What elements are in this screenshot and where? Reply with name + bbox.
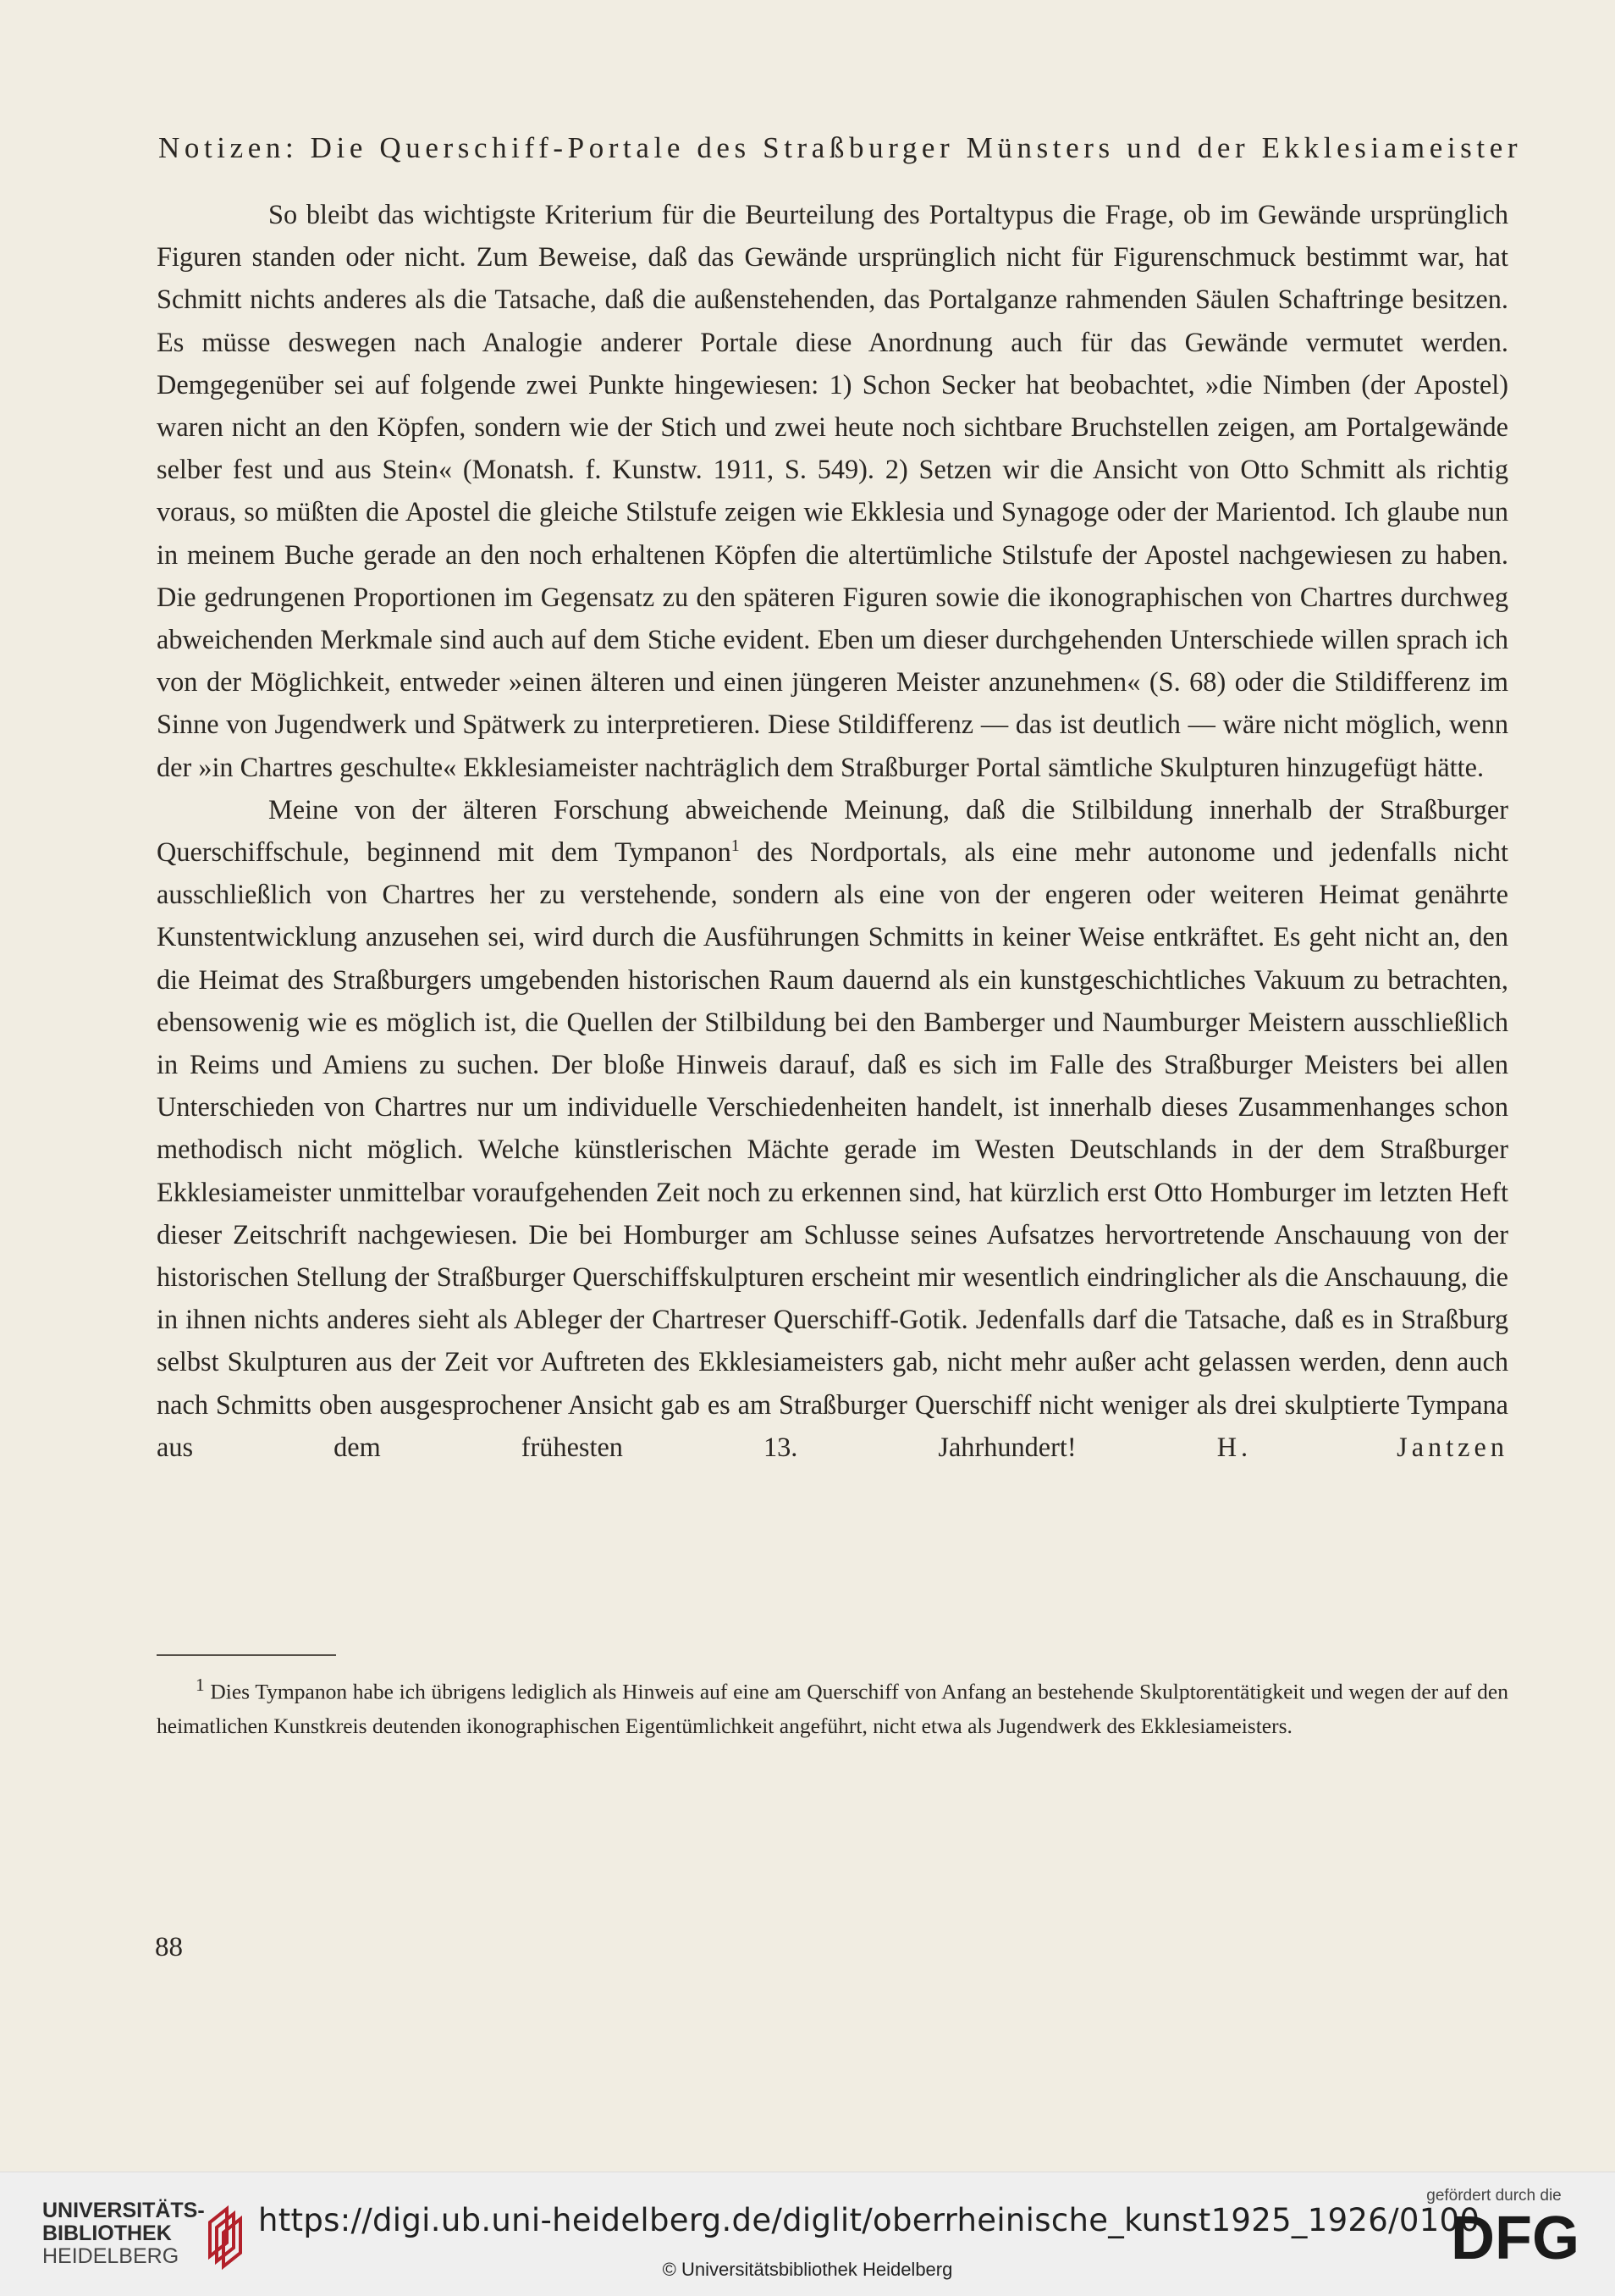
footnote-text: Dies Tympanon habe ich übrigens lediglich als Hinweis auf eine am Querschiff von Anfang an bestehende Skulptorentätigkeit und wegen der auf den heimatlichen Kunstkreis deutenden ikonographischen Eigentümlichkeit angeführt, nicht etwa als Jugendwerk des Ekklesiameisters. (157, 1679, 1508, 1738)
copyright-notice: © Universitätsbibliothek Heidelberg (662, 2259, 953, 2280)
library-name-line-3: HEIDELBERG (42, 2244, 179, 2268)
paragraph-1: So bleibt das wichtigste Kriterium für die Beurteilung des Portaltypus die Frage, ob im Gewände ursprünglich Figuren standen oder nicht. Zum Beweise, daß das Gewände ursprünglich nicht für Figurenschmuck bestimmt war, hat Schmitt nichts anderes als die Tatsache, daß die außenstehenden, das Portalganze rahmenden Säulen Schaftringe besitzen. Es müsse deswegen nach Analogie anderer Portale diese Anordnung auch für das Gewände vermutet werden. Demgegenüber sei auf folgende zwei Punkte hingewiesen: 1) Schon Secker hat beobachtet, »die Nimben (der Apostel) waren nicht an den Köpfen, sondern wie der Stich und zwei heute noch sichtbare Bruchstellen zeigen, am Portalgewände selber fest und aus Stein« (Monatsh. f. Kunstw. 1911, S. 549). 2) Setzen wir die Ansicht von Otto Schmitt als richtig voraus, so müßten die Apostel die gleiche Stilstufe zeigen wie Ekklesia und Synagoge oder der Marientod. Ich glaube nun in meinem Buche gerade an den noch erhaltenen Köpfen die altertümliche Stilstufe der Apostel nachgewiesen zu haben. Die gedrungenen Proportionen im Gegensatz zu den späteren Figuren sowie die ikonographischen von Chartres durchweg abweichenden Merkmale sind auch auf dem Stiche evident. Eben um dieser durchgehenden Unterschiede willen sprach ich von der Möglichkeit, entweder »einen älteren und einen jüngeren Meister anzunehmen« (S. 68) oder die Stildifferenz im Sinne von Jugendwerk und Spätwerk zu interpretieren. Diese Stildifferenz — das ist deutlich — wäre nicht möglich, wenn der »in Chartres geschulte« Ekklesiameister nachträglich dem Straßburger Portal sämtliche Skulpturen hinzugefügt hätte. (157, 199, 1508, 782)
funding-label: gefördert durch die (1426, 2187, 1562, 2205)
footnote-marker: 1 (196, 1675, 205, 1695)
paragraph-2 (157, 788, 1508, 1468)
page-number: 88 (155, 1932, 183, 1962)
permalink-url[interactable]: https://digi.ub.uni-heidelberg.de/diglit/oberrheinische_kunst1925_1926/0100 (258, 2202, 1480, 2238)
author-signature: H. Jantzen (1216, 1431, 1508, 1462)
library-name-line-1: UNIVERSITÄTS- (42, 2199, 205, 2222)
footnote-divider (157, 1654, 336, 1656)
article-body (157, 193, 1508, 1468)
paragraph-2-text-start: Meine von der älteren Forschung abweichende Meinung, daß die Stilbildung innerhalb der Straßburger Querschiffschule, beginnend mit dem Tympanon (157, 793, 1508, 868)
dfg-logo-text: DFG (1451, 2205, 1579, 2271)
running-header: Notizen: Die Querschiff-Portale des Straßburger Münsters und der Ekklesiameister (158, 131, 1523, 164)
library-name-line-2: BIBLIOTHEK (42, 2221, 172, 2245)
paragraph-2-text-end: des Nordportals, als eine mehr autonome und jedenfalls nicht ausschließlich von Chartres her zu verstehende, sondern als eine von der engeren oder weiteren Heimat genährte Kunstentwicklung anzusehen sei, wird durch die Ausführungen Schmitts in keiner Weise entkräftet. Es geht nicht an, den die Heimat des Straßburgers umgebenden historischen Raum dauernd als ein kunstgeschichtliches Vakuum zu betrachten, ebensowenig wie es möglich ist, die Quellen der Stilbildung bei den Bamberger und Naumburger Meistern ausschließlich in Reims und Amiens zu suchen. Der bloße Hinweis darauf, daß es sich im Falle des Straßburger Meisters bei allen Unterschieden von Chartres nur um individuelle Verschiedenheiten handelt, ist innerhalb dieses Zusammenhanges schon methodisch nicht möglich. Welche künstlerischen Mächte gerade im Westen Deutschlands in der dem Straßburger Ekklesiameister unmittelbar voraufgehenden Zeit noch zu erkennen sind, hat kürzlich erst Otto Homburger im letzten Heft dieser Zeitschrift nachgewiesen. Die bei Homburger am Schlusse seines Aufsatzes hervortretende Anschauung von der historischen Stellung der Straßburger Querschiffskulpturen erscheint mir wesentlich eindringlicher als die Anschauung, die in ihnen nichts anderes sieht als Ableger der Chartreser Querschiff-Gotik. Jedenfalls darf die Tatsache, daß es in Straßburg selbst Skulpturen aus der Zeit vor Auftreten des Ekklesiameisters gab, nicht mehr außer acht gelassen werden, denn auch nach Schmitts oben ausgesprochener Ansicht gab es am Straßburger Querschiff nicht weniger als drei skulptierte Tympana aus dem frühesten 13. Jahrhundert! (157, 836, 1508, 1462)
dfg-logo[interactable] (1439, 2203, 1591, 2271)
footnote-reference[interactable]: 1 (730, 836, 740, 856)
footnote (157, 1668, 1508, 1744)
